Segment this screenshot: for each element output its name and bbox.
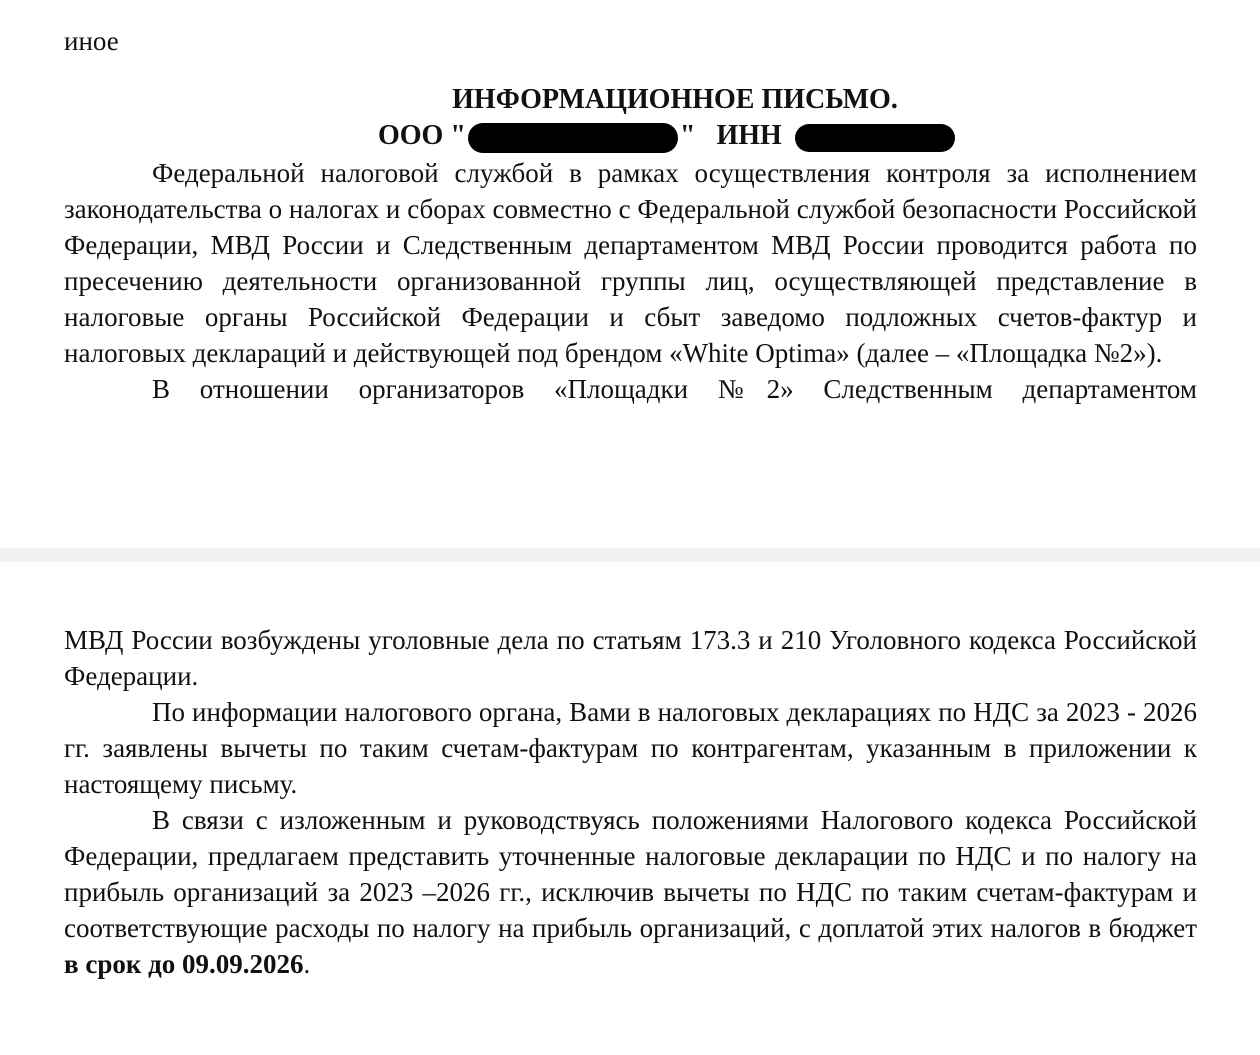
paragraph-tax-info: По информации налогового органа, Вами в налоговых декларациях по НДС за 2023 - 2026 гг. заявлены вычеты по таким счетам-фактурам по контрагентам, указанным в приложении к настоящему письму. <box>64 697 1197 799</box>
redacted-company-name <box>468 123 678 153</box>
paragraph-proposal <box>64 802 1197 982</box>
company-prefix: ООО " <box>378 120 466 151</box>
paragraph-criminal-cases: МВД России возбуждены уголовные дела по статьям 173.3 и 210 Уголовного кодекса Российской Федерации. <box>64 625 1197 691</box>
company-suffix: " <box>679 120 696 151</box>
letter-title: ИНФОРМАЦИОННОЕ ПИСЬМО. <box>452 84 898 115</box>
page2-body <box>64 622 1197 982</box>
deadline: в срок до 09.09.2026 <box>64 949 304 979</box>
company-line <box>378 118 955 154</box>
document-type-label: иное <box>64 26 119 56</box>
paragraph-fns-control: Федеральной налоговой службой в рамках осуществления контроля за исполнением законодательства о налогах и сборах совместно с Федеральной службой безопасности Российской Федерации, МВД России и Следственным департаментом МВД России проводится работа по пресечению деятельности организованной группы лиц, осуществляющей представление в налоговые органы Российской Федерации и сбыт заведомо подложных счетов-фактур и налоговых деклараций и действующей под брендом «White Optima» (далее – «Площадка №2»). <box>64 158 1197 368</box>
proposal-end: . <box>303 949 311 979</box>
paragraph-organizers: В отношении организаторов «Площадки №2» Следственным департаментом <box>152 374 1197 404</box>
proposal-text: В связи с изложенным и руководствуясь положениями Налогового кодекса Российской Федерации, предлагаем представить уточненные налоговые декларации по НДС и по налогу на прибыль организаций за 2023 –2026 гг., исключив вычеты по НДС по таким счетам-фактурам и соответствующие расходы по налогу на прибыль организаций, с доплатой этих налогов в бюджет <box>64 805 1197 943</box>
redacted-inn <box>795 124 955 152</box>
page-separator <box>0 548 1260 562</box>
page1-body <box>64 155 1197 407</box>
inn-label: ИНН <box>716 120 789 151</box>
document-page-2 <box>0 562 1260 1055</box>
